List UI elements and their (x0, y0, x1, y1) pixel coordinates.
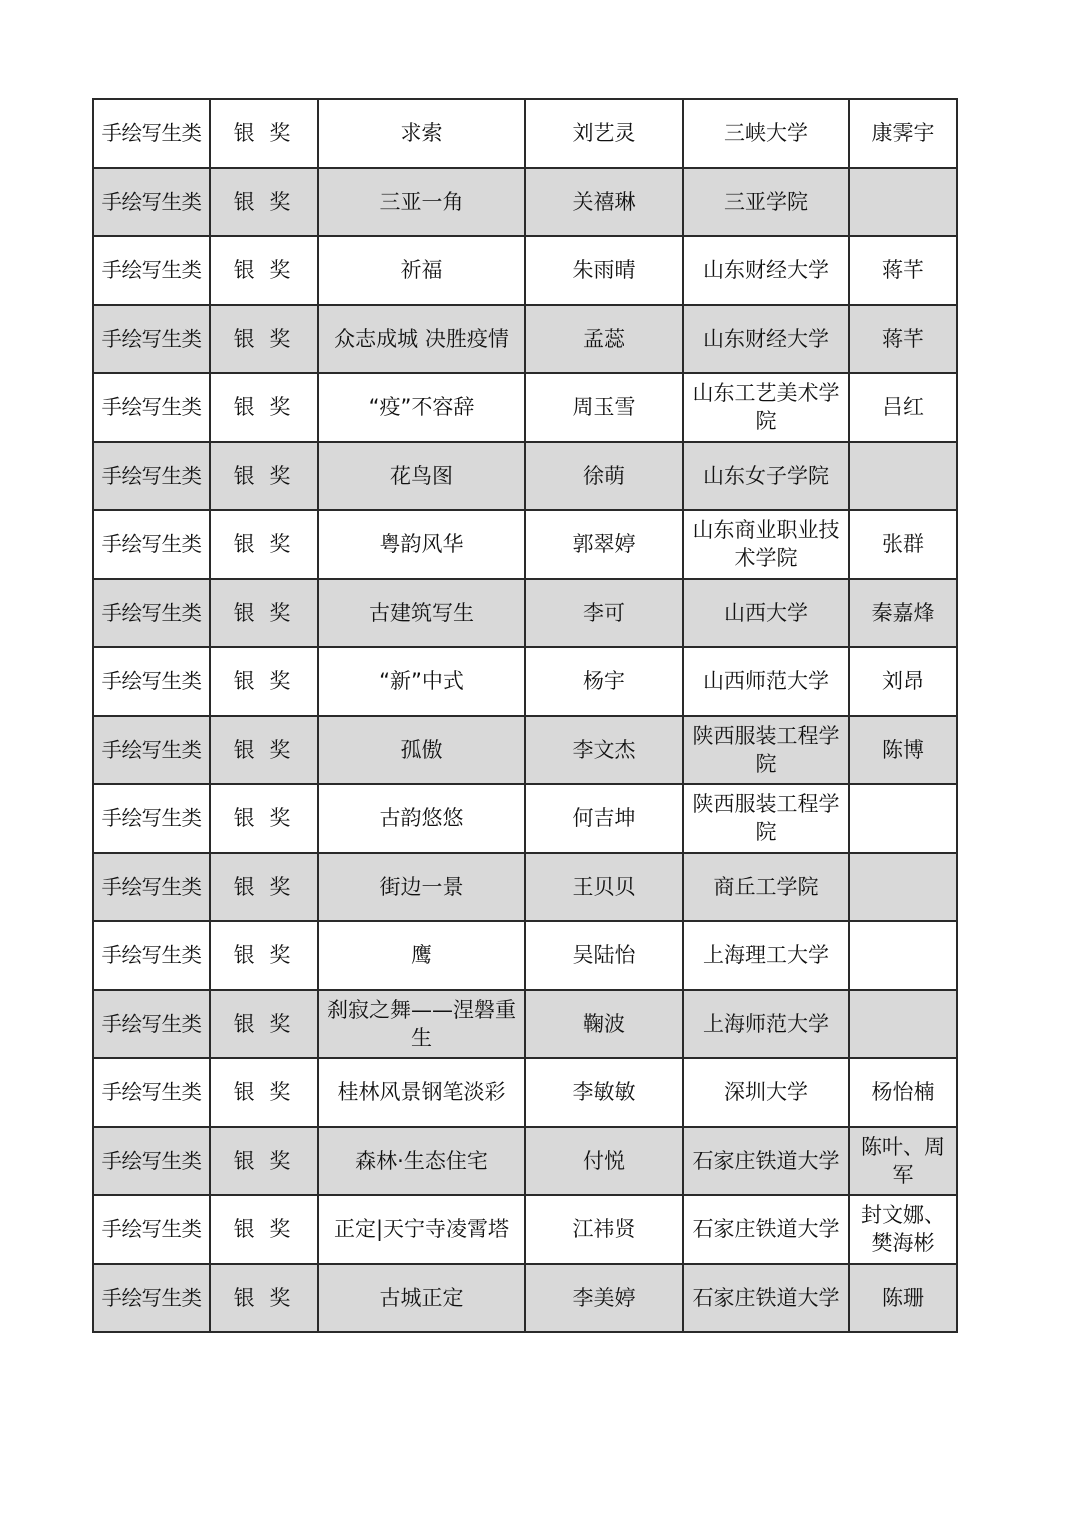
category-cell: 手绘写生类 (93, 1264, 210, 1333)
author-cell: 何吉坤 (525, 784, 683, 853)
category-cell: 手绘写生类 (93, 1195, 210, 1264)
category-cell: 手绘写生类 (93, 442, 210, 511)
advisor-cell: 蒋芊 (849, 305, 957, 374)
category-cell: 手绘写生类 (93, 168, 210, 237)
title-cell: 求索 (318, 99, 525, 168)
awards-table (92, 98, 958, 1333)
author-cell: 徐萌 (525, 442, 683, 511)
table-row (93, 373, 957, 442)
school-cell: 上海师范大学 (683, 990, 849, 1059)
awards-table-body (93, 99, 957, 1332)
award-cell: 银 奖 (210, 1195, 318, 1264)
table-row (93, 236, 957, 305)
school-cell: 山东财经大学 (683, 236, 849, 305)
title-cell: 花鸟图 (318, 442, 525, 511)
school-cell: 深圳大学 (683, 1058, 849, 1127)
table-row (93, 1195, 957, 1264)
title-cell: “新”中式 (318, 647, 525, 716)
award-cell: 银 奖 (210, 853, 318, 922)
award-cell: 银 奖 (210, 716, 318, 785)
author-cell: 鞠波 (525, 990, 683, 1059)
table-row (93, 168, 957, 237)
award-cell: 银 奖 (210, 168, 318, 237)
title-cell: 祈福 (318, 236, 525, 305)
title-cell: 孤傲 (318, 716, 525, 785)
advisor-cell: 陈叶、周军 (849, 1127, 957, 1196)
author-cell: 李可 (525, 579, 683, 648)
table-row (93, 990, 957, 1059)
author-cell: 刘艺灵 (525, 99, 683, 168)
advisor-cell: 陈珊 (849, 1264, 957, 1333)
category-cell: 手绘写生类 (93, 579, 210, 648)
advisor-cell: 杨怡楠 (849, 1058, 957, 1127)
advisor-cell: 封文娜、樊海彬 (849, 1195, 957, 1264)
award-cell: 银 奖 (210, 1264, 318, 1333)
author-cell: 周玉雪 (525, 373, 683, 442)
title-cell: 三亚一角 (318, 168, 525, 237)
award-cell: 银 奖 (210, 236, 318, 305)
school-cell: 山东财经大学 (683, 305, 849, 374)
table-row (93, 579, 957, 648)
advisor-cell (849, 442, 957, 511)
advisor-cell: 陈博 (849, 716, 957, 785)
school-cell: 山东女子学院 (683, 442, 849, 511)
author-cell: 江祎贤 (525, 1195, 683, 1264)
award-cell: 银 奖 (210, 1058, 318, 1127)
award-cell: 银 奖 (210, 305, 318, 374)
table-row (93, 647, 957, 716)
award-cell: 银 奖 (210, 373, 318, 442)
award-cell: 银 奖 (210, 784, 318, 853)
advisor-cell: 刘昂 (849, 647, 957, 716)
school-cell: 山西师范大学 (683, 647, 849, 716)
advisor-cell: 吕红 (849, 373, 957, 442)
author-cell: 关禧琳 (525, 168, 683, 237)
school-cell: 三峡大学 (683, 99, 849, 168)
author-cell: 李文杰 (525, 716, 683, 785)
title-cell: 刹寂之舞——涅磐重生 (318, 990, 525, 1059)
category-cell: 手绘写生类 (93, 990, 210, 1059)
school-cell: 石家庄铁道大学 (683, 1264, 849, 1333)
table-row (93, 99, 957, 168)
author-cell: 杨宇 (525, 647, 683, 716)
school-cell: 石家庄铁道大学 (683, 1195, 849, 1264)
school-cell: 商丘工学院 (683, 853, 849, 922)
school-cell: 上海理工大学 (683, 921, 849, 990)
title-cell: 古建筑写生 (318, 579, 525, 648)
title-cell: 街边一景 (318, 853, 525, 922)
title-cell: 鹰 (318, 921, 525, 990)
table-row (93, 716, 957, 785)
advisor-cell (849, 168, 957, 237)
category-cell: 手绘写生类 (93, 647, 210, 716)
title-cell: 众志成城 决胜疫情 (318, 305, 525, 374)
author-cell: 李美婷 (525, 1264, 683, 1333)
author-cell: 吴陆怡 (525, 921, 683, 990)
category-cell: 手绘写生类 (93, 236, 210, 305)
category-cell: 手绘写生类 (93, 921, 210, 990)
title-cell: 正定|天宁寺凌霄塔 (318, 1195, 525, 1264)
category-cell: 手绘写生类 (93, 1127, 210, 1196)
table-row (93, 510, 957, 579)
advisor-cell: 蒋芊 (849, 236, 957, 305)
advisor-cell (849, 921, 957, 990)
school-cell: 石家庄铁道大学 (683, 1127, 849, 1196)
award-cell: 银 奖 (210, 442, 318, 511)
school-cell: 陕西服装工程学院 (683, 784, 849, 853)
table-row (93, 1264, 957, 1333)
advisor-cell: 秦嘉烽 (849, 579, 957, 648)
category-cell: 手绘写生类 (93, 784, 210, 853)
advisor-cell (849, 990, 957, 1059)
title-cell: 古韵悠悠 (318, 784, 525, 853)
title-cell: “疫”不容辞 (318, 373, 525, 442)
table-row (93, 784, 957, 853)
advisor-cell (849, 784, 957, 853)
category-cell: 手绘写生类 (93, 716, 210, 785)
award-cell: 银 奖 (210, 647, 318, 716)
advisor-cell: 张群 (849, 510, 957, 579)
award-cell: 银 奖 (210, 990, 318, 1059)
title-cell: 粤韵风华 (318, 510, 525, 579)
table-row (93, 1127, 957, 1196)
table-row (93, 921, 957, 990)
table-row (93, 305, 957, 374)
title-cell: 桂林风景钢笔淡彩 (318, 1058, 525, 1127)
school-cell: 山西大学 (683, 579, 849, 648)
table-row (93, 442, 957, 511)
table-row (93, 1058, 957, 1127)
category-cell: 手绘写生类 (93, 373, 210, 442)
award-cell: 银 奖 (210, 921, 318, 990)
award-cell: 银 奖 (210, 99, 318, 168)
author-cell: 李敏敏 (525, 1058, 683, 1127)
school-cell: 三亚学院 (683, 168, 849, 237)
category-cell: 手绘写生类 (93, 510, 210, 579)
author-cell: 郭翠婷 (525, 510, 683, 579)
title-cell: 古城正定 (318, 1264, 525, 1333)
author-cell: 孟蕊 (525, 305, 683, 374)
school-cell: 陕西服装工程学院 (683, 716, 849, 785)
author-cell: 王贝贝 (525, 853, 683, 922)
award-cell: 银 奖 (210, 1127, 318, 1196)
category-cell: 手绘写生类 (93, 305, 210, 374)
school-cell: 山东工艺美术学院 (683, 373, 849, 442)
advisor-cell: 康霁宇 (849, 99, 957, 168)
advisor-cell (849, 853, 957, 922)
school-cell: 山东商业职业技术学院 (683, 510, 849, 579)
category-cell: 手绘写生类 (93, 853, 210, 922)
award-cell: 银 奖 (210, 510, 318, 579)
title-cell: 森林·生态住宅 (318, 1127, 525, 1196)
award-cell: 银 奖 (210, 579, 318, 648)
author-cell: 朱雨晴 (525, 236, 683, 305)
category-cell: 手绘写生类 (93, 1058, 210, 1127)
table-row (93, 853, 957, 922)
category-cell: 手绘写生类 (93, 99, 210, 168)
author-cell: 付悦 (525, 1127, 683, 1196)
